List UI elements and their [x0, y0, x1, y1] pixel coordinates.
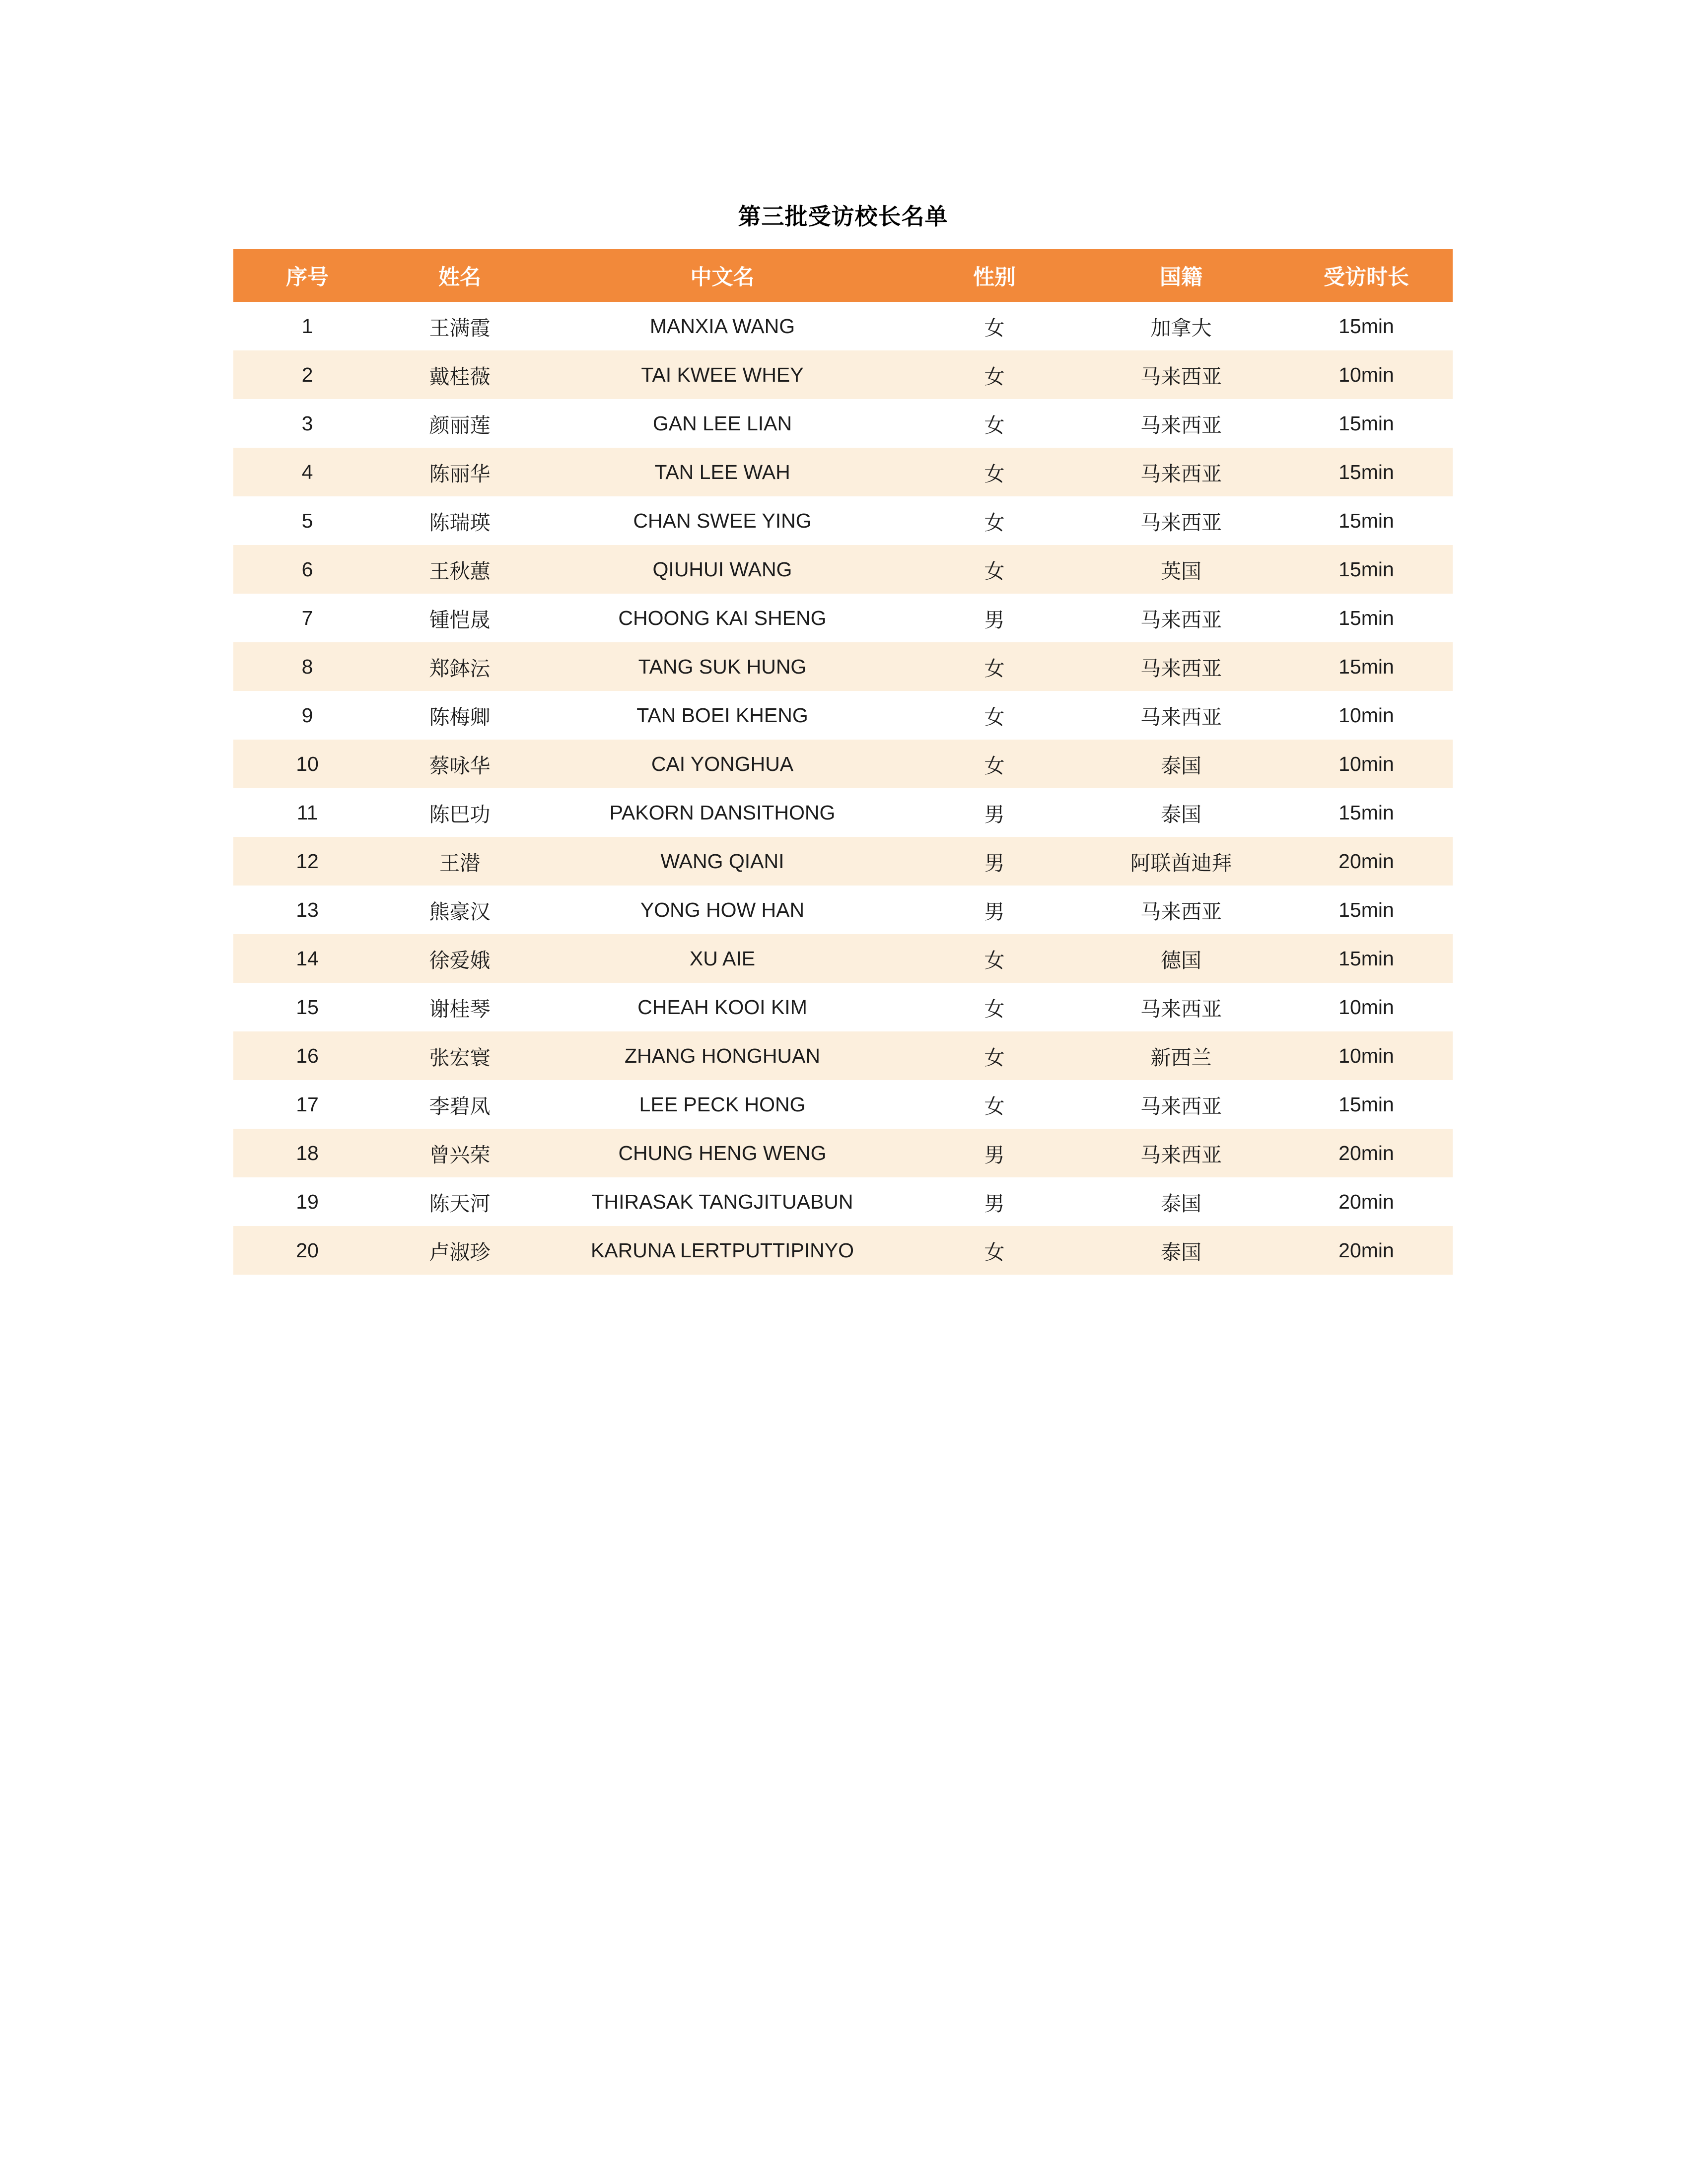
table-cell: 女	[907, 350, 1082, 399]
table-cell: 15min	[1280, 594, 1453, 642]
table-cell: 15	[233, 983, 381, 1031]
table-cell: 1	[233, 302, 381, 350]
table-cell: YONG HOW HAN	[538, 886, 907, 934]
table-row	[233, 545, 1453, 594]
table-cell: 马来西亚	[1082, 1129, 1280, 1177]
table-cell: 马来西亚	[1082, 1080, 1280, 1129]
table-cell: 新西兰	[1082, 1031, 1280, 1080]
table-cell: 陈瑞瑛	[381, 496, 538, 545]
table-cell: 13	[233, 886, 381, 934]
table-row	[233, 1177, 1453, 1226]
table-cell: 10min	[1280, 350, 1453, 399]
table-row	[233, 302, 1453, 350]
table-cell: 8	[233, 642, 381, 691]
table-cell: 15min	[1280, 1080, 1453, 1129]
table-row	[233, 1080, 1453, 1129]
table-row	[233, 788, 1453, 837]
table-cell: 6	[233, 545, 381, 594]
table-cell: CHOONG KAI SHENG	[538, 594, 907, 642]
table-cell: 3	[233, 399, 381, 448]
table-cell: 15min	[1280, 496, 1453, 545]
table-cell: 德国	[1082, 934, 1280, 983]
column-header: 中文名	[538, 249, 907, 302]
table-cell: 男	[907, 837, 1082, 886]
table-cell: 2	[233, 350, 381, 399]
table-cell: KARUNA LERTPUTTIPINYO	[538, 1226, 907, 1275]
table-cell: 10min	[1280, 691, 1453, 740]
table-cell: 泰国	[1082, 1226, 1280, 1275]
table-cell: 阿联酋迪拜	[1082, 837, 1280, 886]
table-row	[233, 740, 1453, 788]
table-cell: CAI YONGHUA	[538, 740, 907, 788]
table-cell: 20min	[1280, 837, 1453, 886]
table-cell: TAN LEE WAH	[538, 448, 907, 496]
table-cell: 20min	[1280, 1226, 1453, 1275]
table-cell: 女	[907, 302, 1082, 350]
table-row	[233, 350, 1453, 399]
table-cell: 张宏寰	[381, 1031, 538, 1080]
table-cell: 熊豪汉	[381, 886, 538, 934]
table-cell: 20min	[1280, 1177, 1453, 1226]
table-cell: LEE PECK HONG	[538, 1080, 907, 1129]
table-cell: 马来西亚	[1082, 350, 1280, 399]
table-cell: 王潜	[381, 837, 538, 886]
table-cell: 马来西亚	[1082, 448, 1280, 496]
table-cell: 男	[907, 886, 1082, 934]
table-cell: 20min	[1280, 1129, 1453, 1177]
table-cell: 19	[233, 1177, 381, 1226]
table-row	[233, 886, 1453, 934]
table-cell: 马来西亚	[1082, 983, 1280, 1031]
table-row	[233, 1226, 1453, 1275]
column-header: 国籍	[1082, 249, 1280, 302]
table-cell: 戴桂薇	[381, 350, 538, 399]
table-cell: 马来西亚	[1082, 496, 1280, 545]
column-header: 姓名	[381, 249, 538, 302]
table-cell: 泰国	[1082, 788, 1280, 837]
table-cell: 颜丽莲	[381, 399, 538, 448]
table-cell: 英国	[1082, 545, 1280, 594]
column-header: 性别	[907, 249, 1082, 302]
table-cell: 12	[233, 837, 381, 886]
table-cell: 15min	[1280, 302, 1453, 350]
table-cell: QIUHUI WANG	[538, 545, 907, 594]
table-cell: 陈梅卿	[381, 691, 538, 740]
table-cell: 5	[233, 496, 381, 545]
table-cell: 15min	[1280, 399, 1453, 448]
table-cell: 女	[907, 496, 1082, 545]
table-cell: 郑鉢沄	[381, 642, 538, 691]
table-cell: ZHANG HONGHUAN	[538, 1031, 907, 1080]
table-cell: 15min	[1280, 934, 1453, 983]
roster-table	[233, 249, 1453, 1275]
table-cell: 女	[907, 642, 1082, 691]
table-cell: 陈丽华	[381, 448, 538, 496]
table-cell: 王秋蕙	[381, 545, 538, 594]
table-cell: 9	[233, 691, 381, 740]
table-row	[233, 1129, 1453, 1177]
table-cell: 男	[907, 788, 1082, 837]
table-cell: 15min	[1280, 886, 1453, 934]
table-cell: 女	[907, 934, 1082, 983]
table-cell: 10min	[1280, 740, 1453, 788]
table-cell: 4	[233, 448, 381, 496]
table-cell: 17	[233, 1080, 381, 1129]
table-cell: 男	[907, 1177, 1082, 1226]
table-cell: 14	[233, 934, 381, 983]
table-cell: 女	[907, 1031, 1082, 1080]
table-cell: 马来西亚	[1082, 691, 1280, 740]
table-cell: 王满霞	[381, 302, 538, 350]
table-cell: 10min	[1280, 983, 1453, 1031]
table-cell: 16	[233, 1031, 381, 1080]
table-row	[233, 1031, 1453, 1080]
table-cell: TAI KWEE WHEY	[538, 350, 907, 399]
table-cell: 马来西亚	[1082, 594, 1280, 642]
table-cell: MANXIA WANG	[538, 302, 907, 350]
table-cell: 女	[907, 1226, 1082, 1275]
column-header: 序号	[233, 249, 381, 302]
table-cell: 18	[233, 1129, 381, 1177]
table-row	[233, 594, 1453, 642]
table-body	[233, 302, 1453, 1275]
table-cell: 徐爱娥	[381, 934, 538, 983]
table-cell: CHAN SWEE YING	[538, 496, 907, 545]
table-cell: 女	[907, 545, 1082, 594]
table-cell: CHEAH KOOI KIM	[538, 983, 907, 1031]
table-cell: 女	[907, 983, 1082, 1031]
table-cell: 女	[907, 399, 1082, 448]
table-cell: XU AIE	[538, 934, 907, 983]
table-cell: 女	[907, 691, 1082, 740]
table-cell: 加拿大	[1082, 302, 1280, 350]
table-row	[233, 448, 1453, 496]
table-cell: 10min	[1280, 1031, 1453, 1080]
table-cell: 女	[907, 740, 1082, 788]
table-cell: WANG QIANI	[538, 837, 907, 886]
table-cell: 泰国	[1082, 740, 1280, 788]
table-cell: 陈天河	[381, 1177, 538, 1226]
table-row	[233, 691, 1453, 740]
table-row	[233, 837, 1453, 886]
table-row	[233, 983, 1453, 1031]
table-row	[233, 496, 1453, 545]
table-cell: 马来西亚	[1082, 642, 1280, 691]
table-cell: TANG SUK HUNG	[538, 642, 907, 691]
table-cell: 15min	[1280, 448, 1453, 496]
page-title: 第三批受访校长名单	[738, 204, 948, 229]
table-cell: 10	[233, 740, 381, 788]
table-cell: 马来西亚	[1082, 886, 1280, 934]
table-cell: 卢淑珍	[381, 1226, 538, 1275]
table-row	[233, 934, 1453, 983]
table-cell: 11	[233, 788, 381, 837]
table-cell: 马来西亚	[1082, 399, 1280, 448]
table-cell: 15min	[1280, 788, 1453, 837]
table-cell: 男	[907, 1129, 1082, 1177]
table-cell: 锺恺晟	[381, 594, 538, 642]
table-cell: 李碧凤	[381, 1080, 538, 1129]
table-cell: 泰国	[1082, 1177, 1280, 1226]
table-cell: 曾兴荣	[381, 1129, 538, 1177]
table-cell: 15min	[1280, 545, 1453, 594]
table-cell: TAN BOEI KHENG	[538, 691, 907, 740]
table-cell: 陈巴功	[381, 788, 538, 837]
table-cell: 谢桂琴	[381, 983, 538, 1031]
roster-block	[233, 199, 1453, 1275]
table-cell: 20	[233, 1226, 381, 1275]
table-header-row	[233, 249, 1453, 302]
table-row	[233, 399, 1453, 448]
table-cell: 15min	[1280, 642, 1453, 691]
table-cell: 7	[233, 594, 381, 642]
table-cell: PAKORN DANSITHONG	[538, 788, 907, 837]
table-cell: 男	[907, 594, 1082, 642]
column-header: 受访时长	[1280, 249, 1453, 302]
table-cell: 女	[907, 448, 1082, 496]
table-cell: 蔡咏华	[381, 740, 538, 788]
table-cell: CHUNG HENG WENG	[538, 1129, 907, 1177]
table-cell: THIRASAK TANGJITUABUN	[538, 1177, 907, 1226]
table-row	[233, 642, 1453, 691]
table-cell: 女	[907, 1080, 1082, 1129]
table-cell: GAN LEE LIAN	[538, 399, 907, 448]
